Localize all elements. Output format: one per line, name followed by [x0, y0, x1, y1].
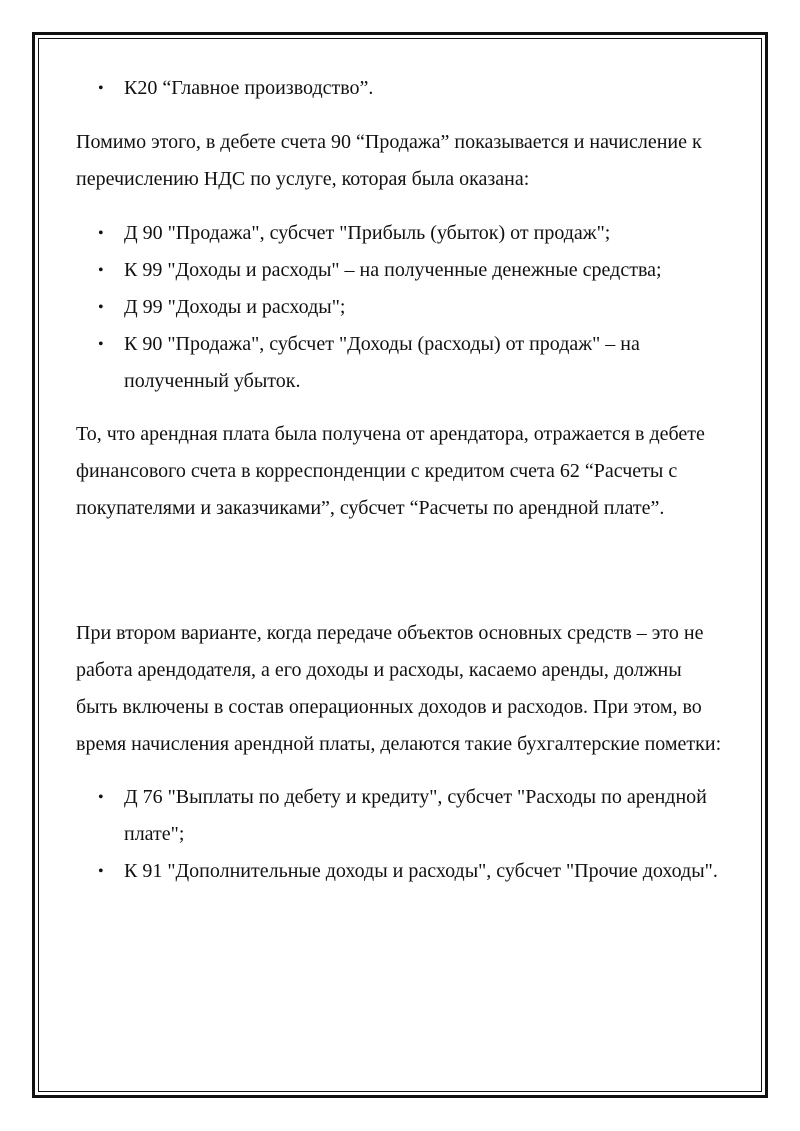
document-body — [76, 70, 726, 890]
paragraph-2: То, что арендная плата была получена от арендатора, отражается в дебете финансового счета в корреспонденции с кредитом счета 62 “Расчеты с покупателями и заказчиками”, субсчет “Расчеты по арендной плате”. — [76, 423, 705, 519]
list-item: • Д 99 "Доходы и расходы"; — [76, 289, 726, 326]
list-item: • Д 90 "Продажа", субсчет "Прибыль (убыток) от продаж"; — [76, 215, 726, 252]
paragraph-3: При втором варианте, когда передаче объектов основных средств – это не работа арендодателя, а его доходы и расходы, касаемо аренды, должны быть включены в состав операционных доходов и расходов. При этом, во время начисления арендной платы, делаются такие бухгалтерские пометки: — [76, 622, 722, 755]
paragraph-1: Помимо этого, в дебете счета 90 “Продажа” показывается и начисление к перечислению НДС по услуге, которая была оказана: — [76, 131, 702, 190]
list-item: • К 91 "Дополнительные доходы и расходы", субсчет "Прочие доходы". — [76, 853, 726, 890]
list-item: • Д 76 "Выплаты по дебету и кредиту", субсчет "Расходы по арендной плате"; — [76, 779, 726, 853]
list-item: • К 99 "Доходы и расходы" – на полученные денежные средства; — [76, 252, 726, 289]
bullet-list-1 — [76, 70, 726, 107]
bullet-list-2 — [76, 215, 726, 400]
bullet-list-3 — [76, 779, 726, 890]
list-item: • К20 “Главное производство”. — [76, 70, 726, 107]
list-item: • К 90 "Продажа", субсчет "Доходы (расходы) от продаж" – на полученный убыток. — [76, 326, 726, 400]
